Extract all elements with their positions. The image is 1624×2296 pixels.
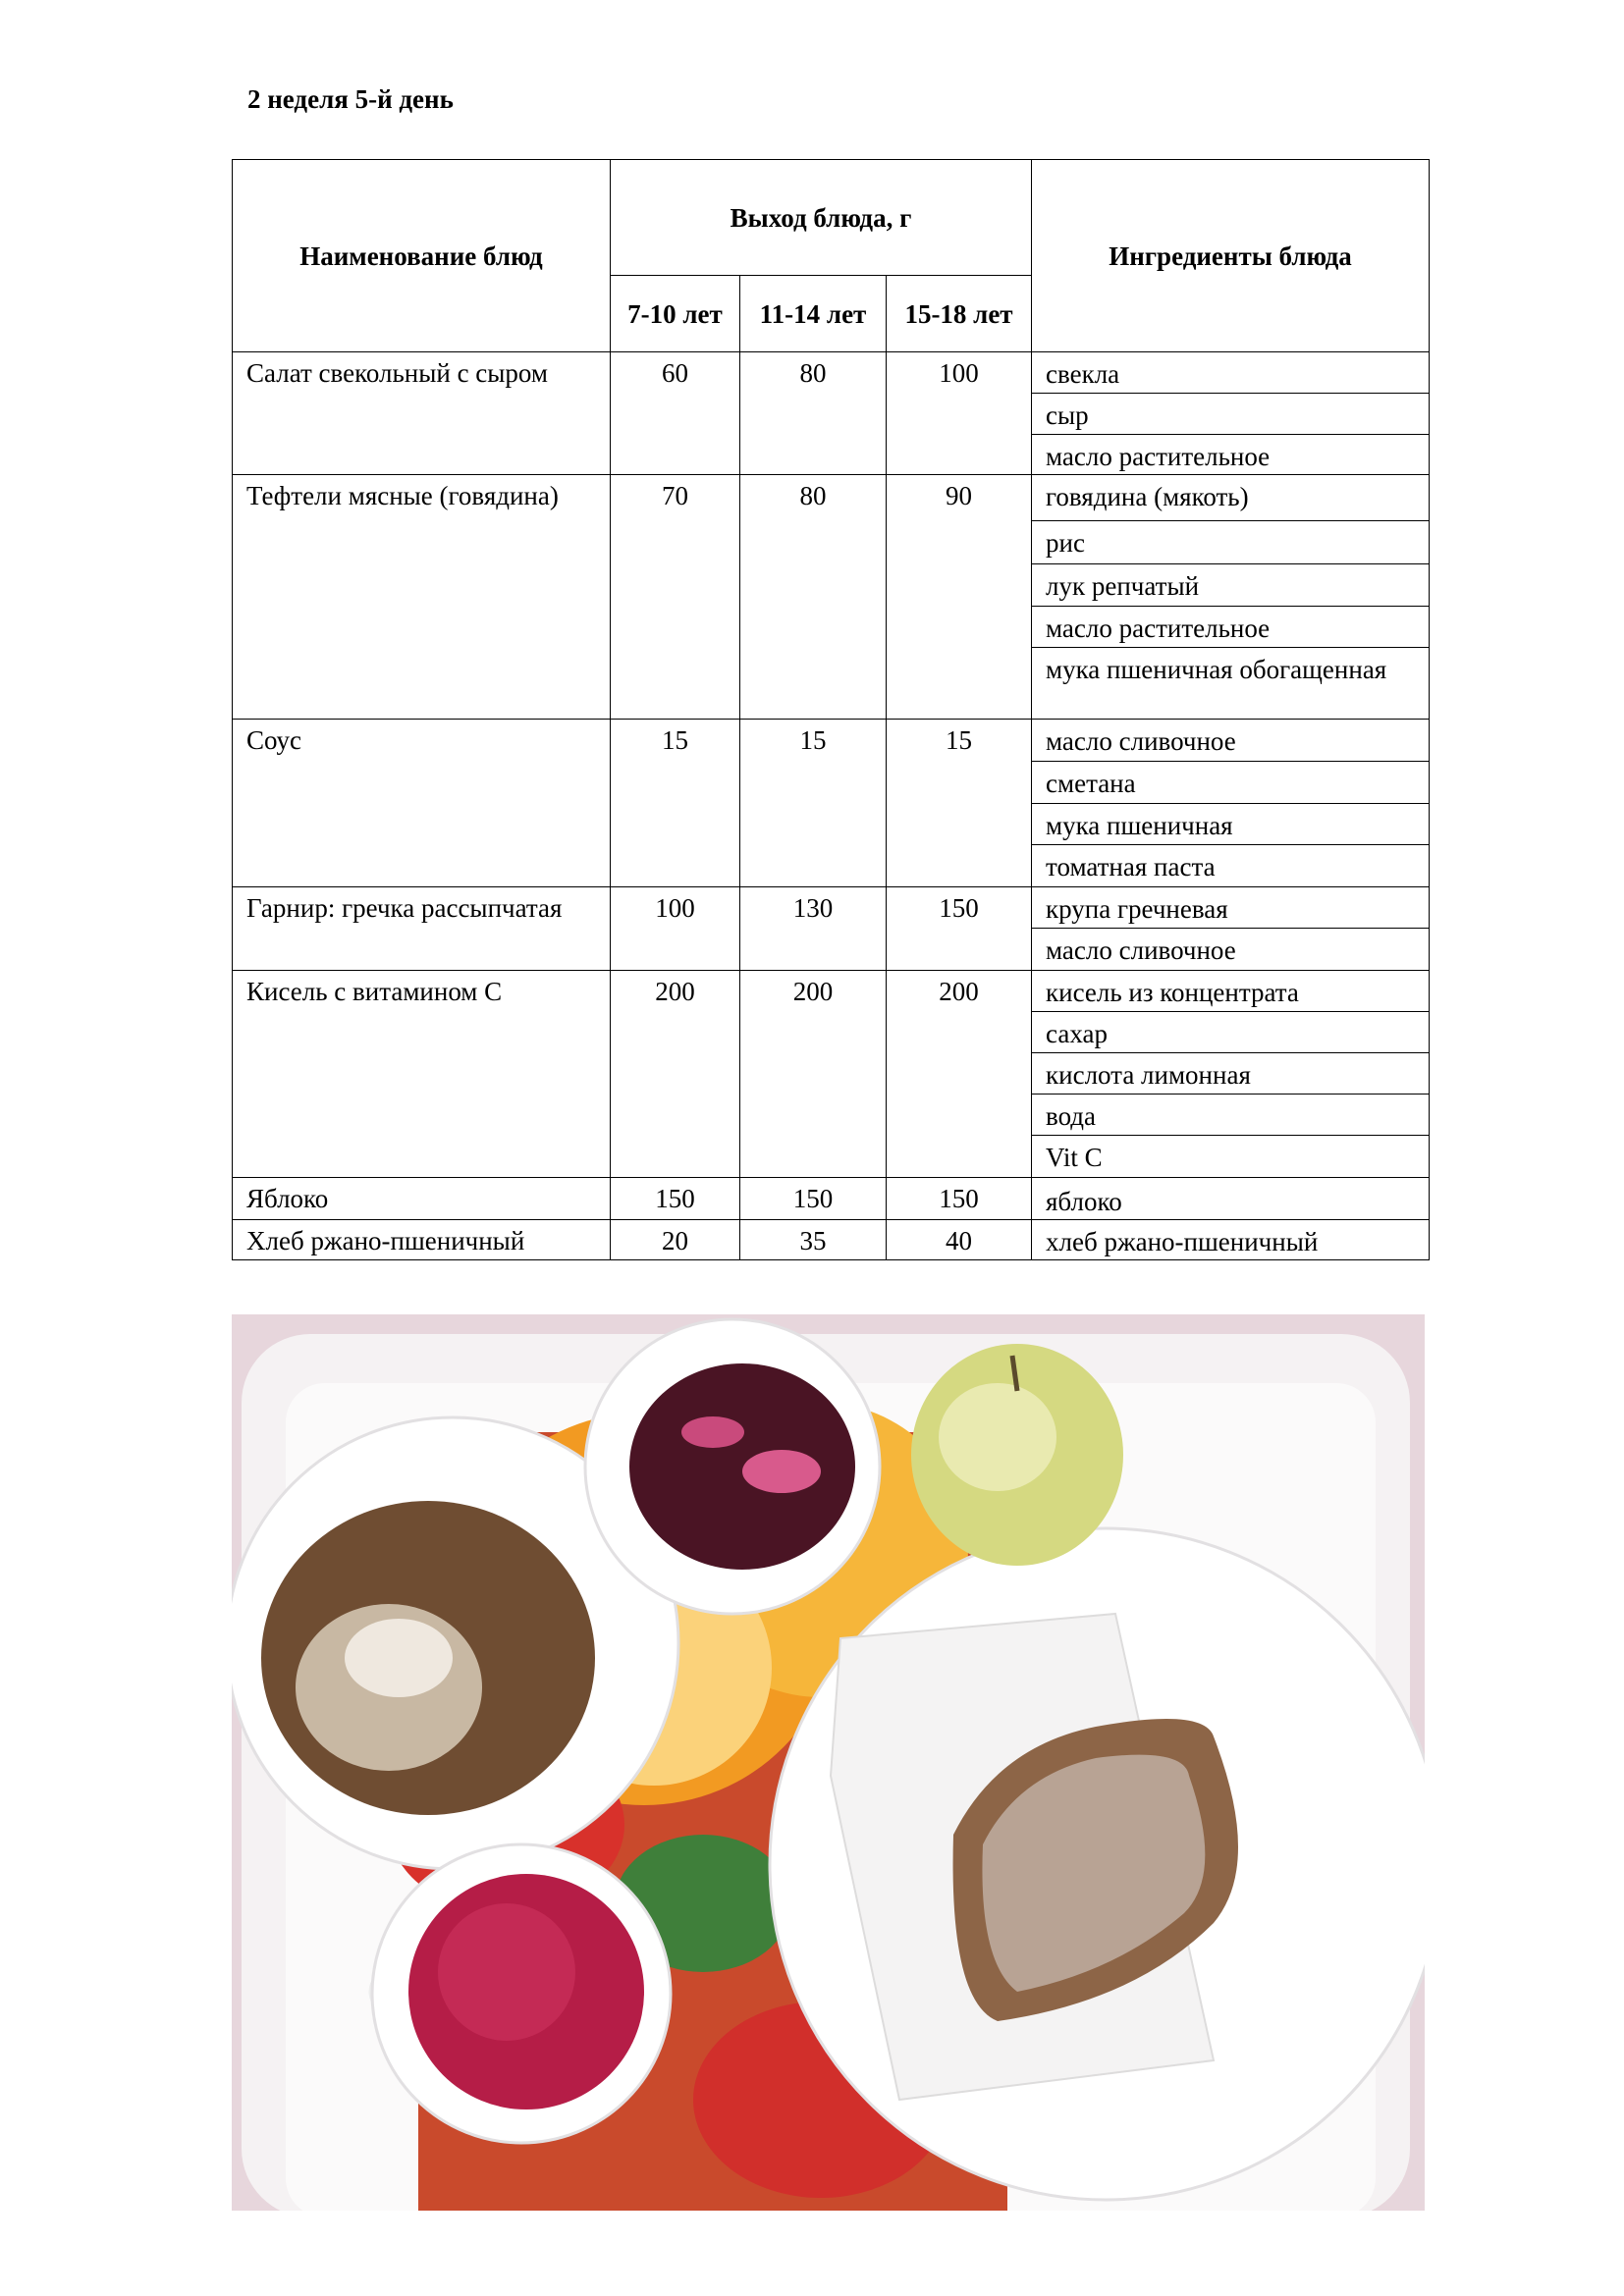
- yield-11-14: 80: [740, 352, 887, 475]
- header-dish-yield: Выход блюда, г: [611, 160, 1032, 276]
- header-age-15-18: 15-18 лет: [887, 276, 1032, 352]
- ingredient: томатная паста: [1046, 852, 1216, 881]
- table-row: [233, 971, 1430, 1178]
- yield-7-10: 100: [611, 887, 740, 971]
- yield-7-10: 20: [611, 1220, 740, 1260]
- table-row: [233, 1178, 1430, 1220]
- ingredients-cell: [1032, 971, 1430, 1178]
- ingredients-cell: [1032, 720, 1430, 887]
- beet-salad: [629, 1363, 855, 1570]
- meal-tray-photo: [232, 1314, 1425, 2211]
- dish-name: Тефтели мясные (говядина): [233, 475, 611, 720]
- ingredients-cell: [1032, 352, 1430, 475]
- header-ingredients: Ингредиенты блюда: [1032, 160, 1430, 352]
- menu-table: [232, 159, 1430, 1260]
- yield-15-18: 200: [887, 971, 1032, 1178]
- yield-7-10: 60: [611, 352, 740, 475]
- ingredient: масло сливочное: [1046, 935, 1236, 965]
- yield-7-10: 70: [611, 475, 740, 720]
- dish-name: Яблоко: [233, 1178, 611, 1220]
- ingredient: сахар: [1032, 1012, 1429, 1053]
- dish-name: Гарнир: гречка рассыпчатая: [233, 887, 611, 971]
- yield-11-14: 200: [740, 971, 887, 1178]
- table-row: [233, 352, 1430, 475]
- yield-11-14: 35: [740, 1220, 887, 1260]
- ingredient: мука пшеничная: [1032, 804, 1429, 845]
- yield-15-18: 90: [887, 475, 1032, 720]
- table-row: [233, 475, 1430, 720]
- ingredient: хлеб ржано-пшеничный: [1046, 1227, 1319, 1256]
- page-title: 2 неделя 5-й день: [247, 84, 454, 114]
- cheese-pieces: [681, 1416, 744, 1448]
- ingredient: свекла: [1032, 352, 1429, 394]
- yield-7-10: 15: [611, 720, 740, 887]
- table-row: [233, 720, 1430, 887]
- dish-name: Хлеб ржано-пшеничный: [233, 1220, 611, 1260]
- ingredient: рис: [1032, 521, 1429, 564]
- ingredients-cell: [1032, 1220, 1430, 1260]
- dish-name: Соус: [233, 720, 611, 887]
- yield-11-14: 130: [740, 887, 887, 971]
- yield-11-14: 150: [740, 1178, 887, 1220]
- header-age-11-14: 11-14 лет: [740, 276, 887, 352]
- apple-highlight: [939, 1383, 1056, 1491]
- ingredient: масло сливочное: [1032, 720, 1429, 762]
- ingredient: говядина (мякоть): [1032, 475, 1429, 521]
- header-age-7-10: 7-10 лет: [611, 276, 740, 352]
- ingredient: масло растительное: [1032, 607, 1429, 648]
- ingredients-cell: [1032, 1178, 1430, 1220]
- dish-name: Кисель с витамином С: [233, 971, 611, 1178]
- ingredient: яблоко: [1046, 1187, 1122, 1216]
- yield-15-18: 100: [887, 352, 1032, 475]
- kissel-highlight: [438, 1903, 575, 2041]
- table-row: [233, 1220, 1430, 1260]
- dish-name: Салат свекольный с сыром: [233, 352, 611, 475]
- ingredient: крупа гречневая: [1032, 887, 1429, 929]
- ingredient: Vit C: [1046, 1143, 1103, 1172]
- yield-11-14: 15: [740, 720, 887, 887]
- yield-7-10: 150: [611, 1178, 740, 1220]
- header-dish-name: Наименование блюд: [233, 160, 611, 352]
- yield-15-18: 150: [887, 1178, 1032, 1220]
- ingredient: вода: [1032, 1095, 1429, 1136]
- ingredient: кислота лимонная: [1032, 1053, 1429, 1095]
- sauce: [345, 1619, 453, 1697]
- yield-15-18: 15: [887, 720, 1032, 887]
- yield-7-10: 200: [611, 971, 740, 1178]
- ingredient: кисель из концентрата: [1032, 971, 1429, 1012]
- ingredient: сыр: [1032, 394, 1429, 435]
- ingredient: лук репчатый: [1032, 564, 1429, 607]
- ingredient: масло растительное: [1046, 442, 1271, 471]
- cheese-pieces: [742, 1450, 821, 1493]
- ingredient: мука пшеничная обогащенная: [1046, 655, 1387, 684]
- ingredients-cell: [1032, 887, 1430, 971]
- yield-15-18: 40: [887, 1220, 1032, 1260]
- ingredients-cell: [1032, 475, 1430, 720]
- ingredient: сметана: [1032, 762, 1429, 804]
- table-row: [233, 887, 1430, 971]
- yield-15-18: 150: [887, 887, 1032, 971]
- yield-11-14: 80: [740, 475, 887, 720]
